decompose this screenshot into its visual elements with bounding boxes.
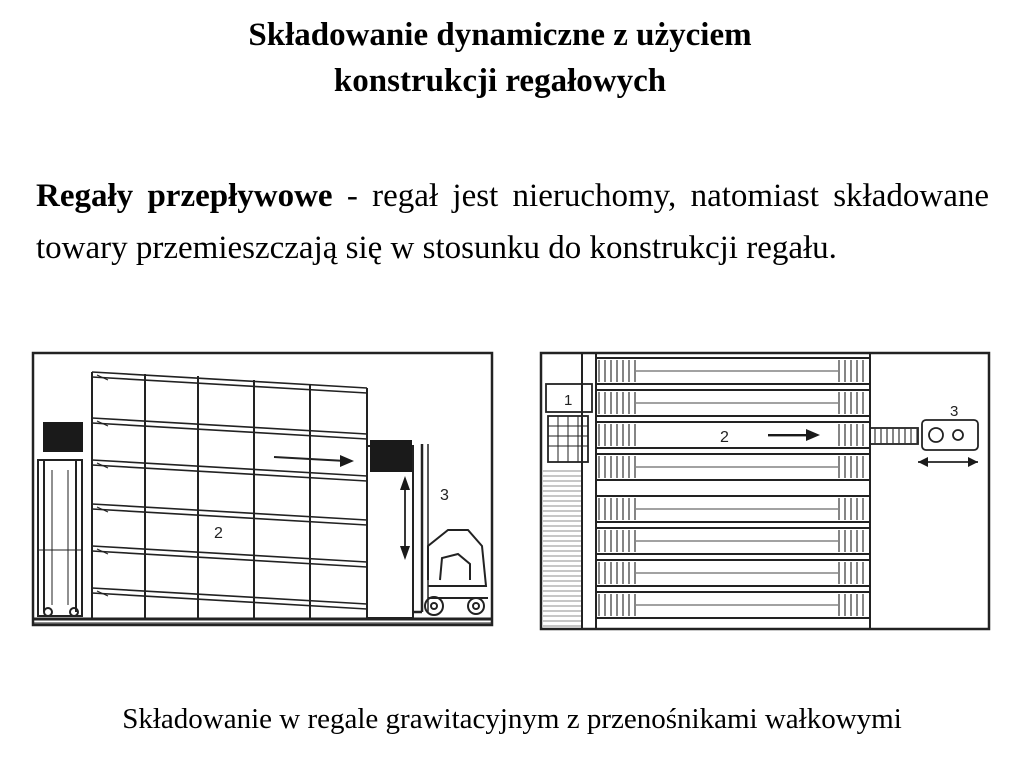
figure-caption: Składowanie w regale grawitacyjnym z przenośnikami wałkowymi (122, 703, 902, 735)
plan-view-drawing (538, 350, 992, 632)
title-line-1: Składowanie dynamiczne z użyciem (248, 17, 752, 53)
label-rack-left: 2 (214, 525, 223, 542)
label-rack-right: 2 (720, 429, 729, 446)
label-forklift-left: 3 (440, 487, 449, 504)
side-view-svg (30, 350, 495, 630)
definition-term: Regały przepływowe (36, 178, 333, 214)
title-line-2: konstrukcji regałowych (333, 63, 667, 99)
pallet-load-right (370, 440, 412, 472)
label-loader-right: 1 (564, 392, 573, 409)
slide-title (0, 12, 1000, 104)
plan-view-svg (538, 350, 992, 632)
plan-forklift-drawing (870, 420, 978, 462)
definition-paragraph (36, 170, 989, 274)
definition-text: - regał jest nieruchomy, natomiast składowane towary przemieszczają się w stosunku do konstrukcji regału. (36, 178, 989, 266)
pallet-load-left (43, 422, 83, 452)
label-forklift-right: 3 (950, 403, 959, 420)
forklift-drawing (412, 444, 488, 615)
side-view-drawing (30, 350, 495, 630)
